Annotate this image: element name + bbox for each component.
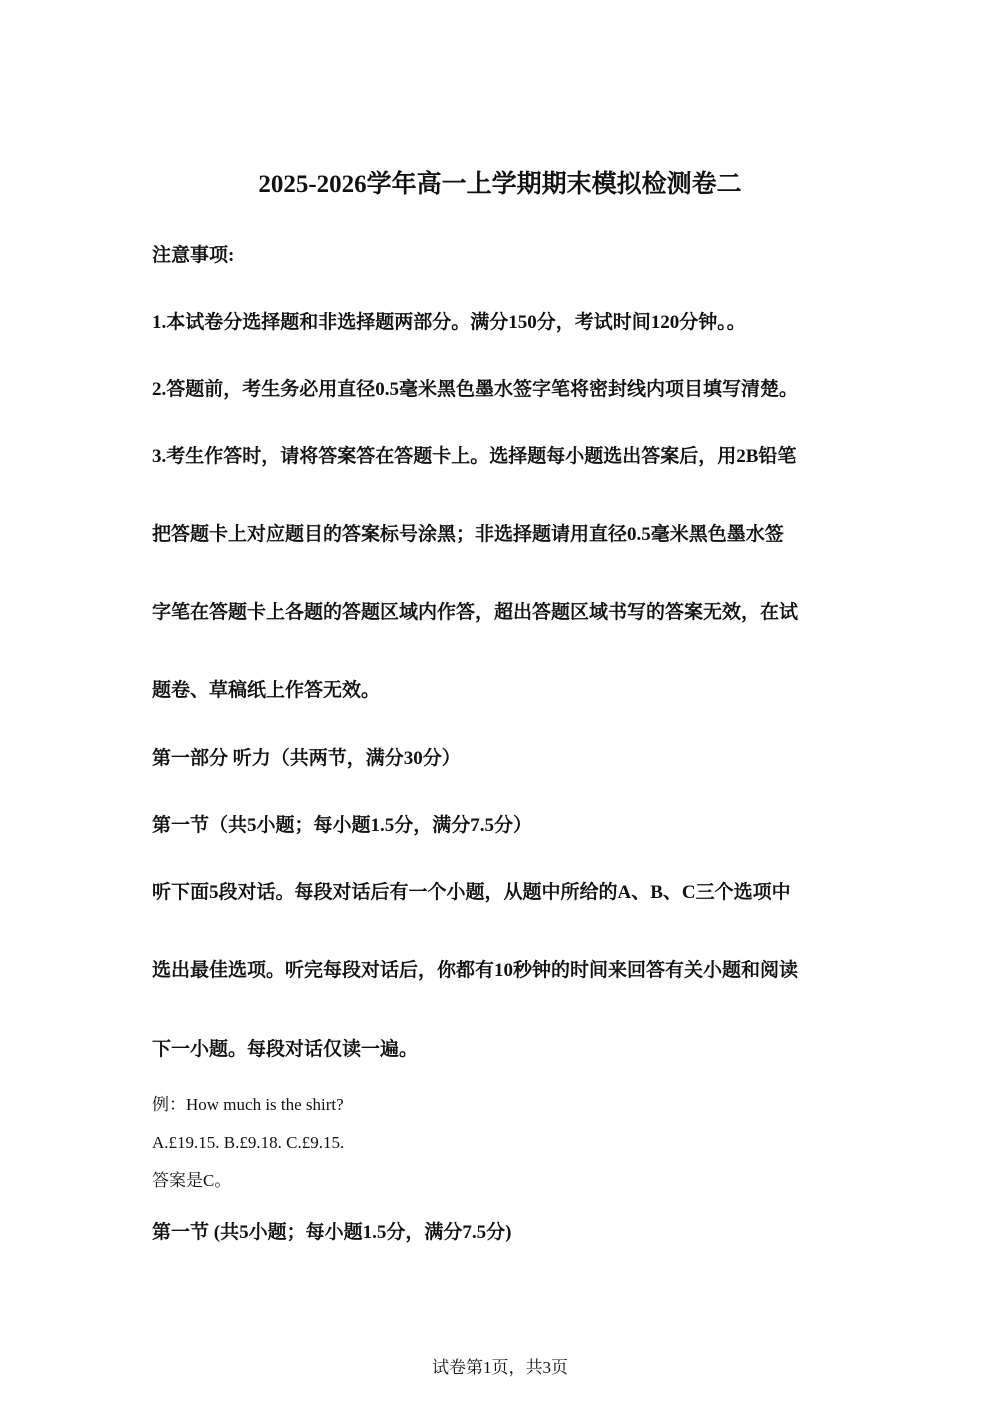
section1-heading-repeat: 第一节 (共5小题；每小题1.5分，满分7.5分) <box>152 1222 512 1243</box>
notice-item-3-line-1: 3.考生作答时，请将答案答在答题卡上。选择题每小题选出答案后，用2B铅笔 <box>152 446 797 467</box>
section1-heading: 第一节（共5小题；每小题1.5分，满分7.5分） <box>152 815 533 836</box>
notice-item-1: 1.本试卷分选择题和非选择题两部分。满分150分，考试时间120分钟。。 <box>152 312 746 333</box>
example-answer: 答案是C。 <box>152 1171 232 1190</box>
page-footer: 试卷第1页，共3页 <box>432 1358 568 1377</box>
notice-heading: 注意事项: <box>152 245 235 266</box>
part1-heading: 第一部分 听力（共两节，满分30分） <box>152 748 461 769</box>
notice-item-3-line-2: 把答题卡上对应题目的答案标号涂黑；非选择题请用直径0.5毫米黑色墨水签 <box>152 524 784 545</box>
instructions-line-2: 选出最佳选项。听完每段对话后，你都有10秒钟的时间来回答有关小题和阅读 <box>152 960 799 981</box>
instructions-line-3: 下一小题。每段对话仅读一遍。 <box>152 1039 419 1060</box>
exam-title: 2025-2026学年高一上学期期末模拟检测卷二 <box>258 171 742 198</box>
notice-item-3-line-3: 字笔在答题卡上各题的答题区域内作答，超出答题区域书写的答案无效，在试 <box>152 602 799 623</box>
example-question: 例：How much is the shirt? <box>152 1095 344 1114</box>
instructions-line-1: 听下面5段对话。每段对话后有一个小题，从题中所给的A、B、C三个选项中 <box>152 882 791 903</box>
notice-item-2: 2.答题前，考生务必用直径0.5毫米黑色墨水签字笔将密封线内项目填写清楚。 <box>152 379 799 400</box>
example-options: A.£19.15. B.£9.18. C.£9.15. <box>152 1133 345 1152</box>
notice-item-3-line-4: 题卷、草稿纸上作答无效。 <box>152 680 381 701</box>
